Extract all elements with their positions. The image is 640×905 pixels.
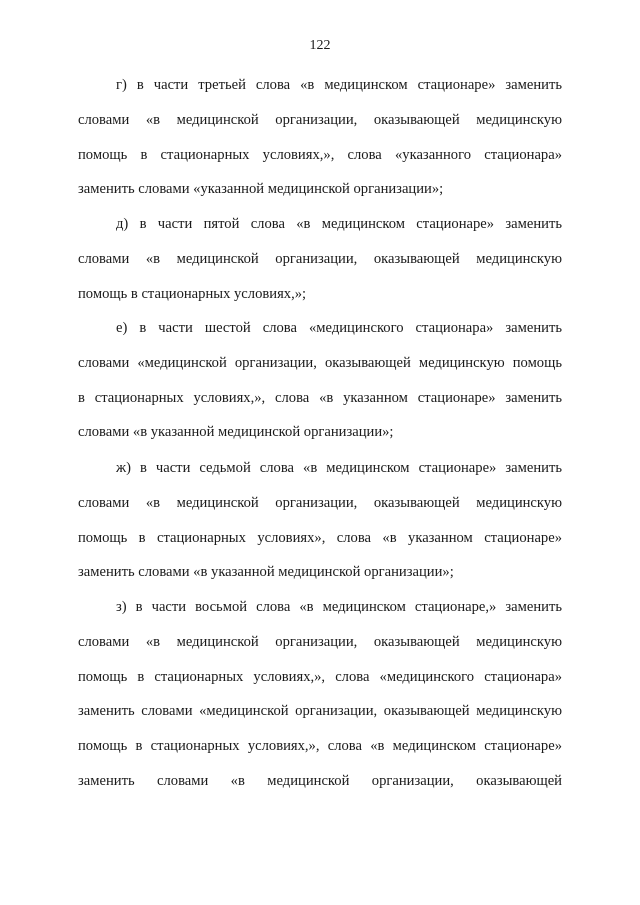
paragraph-g [78,68,562,207]
text-line: заменить словами «в медицинской организации, оказывающей [78,772,562,789]
text-line: помощь в стационарных условиях,»; [78,285,307,302]
paragraph-d [78,207,562,311]
text-line: помощь в стационарных условиях», слова «в указанном стационаре» [78,529,562,546]
text-line: словами «в медицинской организации, оказывающей медицинскую [78,494,562,511]
text-line: помощь в стационарных условиях,», слова «в медицинском стационаре» [78,738,562,755]
text-line: заменить словами «в указанной медицинской организации»; [78,564,454,581]
text-line: словами «медицинской организации, оказывающей медицинскую помощь [78,354,562,371]
text-line: ж) в части седьмой слова «в медицинском стационаре» заменить [116,460,562,476]
text-line: з) в части восьмой слова «в медицинском стационаре,» заменить [116,599,562,615]
text-line: в стационарных условиях,», слова «в указанном стационаре» заменить [78,389,562,406]
text-line: словами «в медицинской организации, оказывающей медицинскую [78,633,562,650]
text-line: е) в части шестой слова «медицинского стационара» заменить [116,320,562,336]
text-line: словами «в медицинской организации, оказывающей медицинскую [78,111,562,128]
text-line: помощь в стационарных условиях,», слова «указанного стационара» [78,146,562,163]
text-line: г) в части третьей слова «в медицинском стационаре» заменить [116,77,562,93]
text-line: заменить словами «указанной медицинской организации»; [78,181,444,198]
text-line: словами «в указанной медицинской организации»; [78,424,394,441]
text-line: словами «в медицинской организации, оказывающей медицинскую [78,250,562,267]
paragraph-z [78,590,562,799]
text-line: д) в части пятой слова «в медицинском стационаре» заменить [116,216,562,232]
text-line: помощь в стационарных условиях,», слова «медицинского стационара» [78,668,562,685]
text-line: заменить словами «медицинской организации, оказывающей медицинскую [78,703,562,720]
paragraph-e [78,311,562,450]
page-number: 122 [309,38,331,53]
paragraph-zh [78,451,562,590]
